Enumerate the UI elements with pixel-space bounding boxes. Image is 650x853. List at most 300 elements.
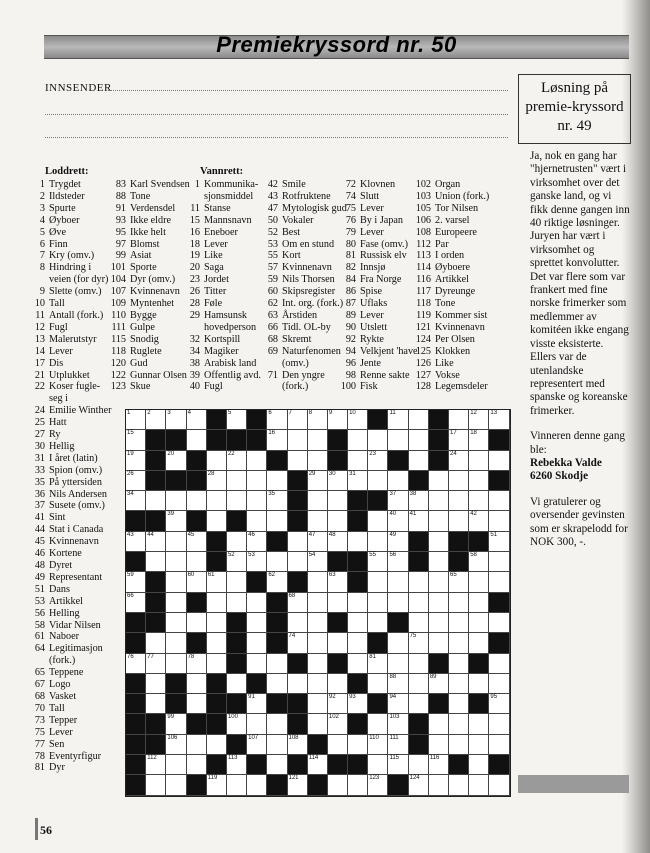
grid-cell[interactable]	[348, 532, 368, 552]
clue-text: Tall	[49, 298, 65, 310]
clue-text: Vokse	[435, 369, 460, 381]
grid-cell[interactable]	[207, 572, 227, 592]
grid-cell[interactable]	[409, 511, 429, 531]
grid-cell[interactable]	[126, 572, 146, 592]
grid-cell[interactable]	[247, 593, 267, 613]
grid-cell[interactable]	[489, 410, 509, 430]
grid-cell[interactable]	[288, 430, 308, 450]
grid-cell[interactable]	[166, 633, 186, 653]
grid-cell[interactable]	[146, 755, 166, 775]
grid-cell[interactable]	[409, 633, 429, 653]
grid-cell[interactable]	[469, 633, 489, 653]
grid-cell[interactable]	[449, 674, 469, 694]
grid-cell[interactable]	[348, 775, 368, 795]
grid-cell[interactable]	[126, 491, 146, 511]
grid-cell[interactable]	[328, 532, 348, 552]
grid-cell[interactable]	[489, 613, 509, 633]
grid-cell[interactable]	[449, 451, 469, 471]
clue-text: Tone	[435, 298, 456, 310]
grid-cell[interactable]	[308, 572, 328, 592]
cell-number: 66	[127, 592, 134, 599]
grid-cell[interactable]	[227, 471, 247, 491]
grid-cell[interactable]	[308, 552, 328, 572]
cell-number: 15	[127, 430, 134, 437]
grid-cell[interactable]	[449, 613, 469, 633]
grid-cell[interactable]	[429, 491, 449, 511]
grid-cell[interactable]	[308, 593, 328, 613]
grid-cell[interactable]	[166, 410, 186, 430]
grid-cell[interactable]	[308, 714, 328, 734]
grid-cell[interactable]	[469, 613, 489, 633]
grid-cell[interactable]	[429, 714, 449, 734]
grid-cell[interactable]	[368, 471, 388, 491]
grid-cell[interactable]	[267, 755, 287, 775]
grid-cell[interactable]	[207, 633, 227, 653]
cell-number: 91	[248, 694, 255, 701]
grid-cell[interactable]	[308, 471, 328, 491]
grid-cell[interactable]	[328, 491, 348, 511]
grid-cell[interactable]	[166, 451, 186, 471]
grid-cell[interactable]	[469, 593, 489, 613]
grid-cell[interactable]	[449, 694, 469, 714]
grid-cell[interactable]	[187, 491, 207, 511]
grid-cell[interactable]	[368, 755, 388, 775]
grid-cell[interactable]	[348, 654, 368, 674]
grid-cell[interactable]	[146, 694, 166, 714]
grid-cell[interactable]	[348, 471, 368, 491]
grid-cell[interactable]	[429, 552, 449, 572]
grid-cell[interactable]	[166, 755, 186, 775]
grid-cell[interactable]	[469, 511, 489, 531]
grid-cell[interactable]	[489, 491, 509, 511]
grid-cell[interactable]	[187, 674, 207, 694]
grid-cell[interactable]	[247, 633, 267, 653]
grid-cell[interactable]	[267, 654, 287, 674]
crossword-grid[interactable]	[125, 409, 511, 797]
cell-number: 116	[429, 755, 440, 762]
clue-number: 86	[345, 286, 356, 298]
grid-cell[interactable]	[368, 572, 388, 592]
clue-number: 37	[34, 500, 45, 512]
grid-cell[interactable]	[449, 491, 469, 511]
grid-cell[interactable]	[227, 593, 247, 613]
grid-cell[interactable]	[207, 511, 227, 531]
grid-cell[interactable]	[489, 694, 509, 714]
grid-cell[interactable]	[388, 410, 408, 430]
grid-cell[interactable]	[388, 491, 408, 511]
grid-cell[interactable]	[409, 593, 429, 613]
grid-cell[interactable]	[489, 735, 509, 755]
grid-cell[interactable]	[308, 451, 328, 471]
grid-cell[interactable]	[187, 755, 207, 775]
clue-text: Skipsregister	[282, 286, 336, 298]
grid-cell[interactable]	[126, 593, 146, 613]
grid-cell[interactable]	[368, 430, 388, 450]
grid-cell[interactable]	[449, 471, 469, 491]
grid-block	[247, 572, 267, 592]
clue-text: Tone	[130, 190, 151, 202]
clue-item	[413, 358, 489, 370]
grid-cell[interactable]	[247, 735, 267, 755]
grid-cell[interactable]	[449, 593, 469, 613]
grid-cell[interactable]	[388, 511, 408, 531]
grid-cell[interactable]	[429, 471, 449, 491]
grid-cell[interactable]	[247, 714, 267, 734]
grid-cell[interactable]	[328, 694, 348, 714]
solution-title: Løsning på premie-kryssord nr. 49	[525, 80, 624, 134]
grid-cell[interactable]	[166, 511, 186, 531]
grid-cell[interactable]	[368, 775, 388, 795]
grid-cell[interactable]	[429, 593, 449, 613]
grid-cell[interactable]	[146, 552, 166, 572]
grid-cell[interactable]	[288, 613, 308, 633]
grid-cell[interactable]	[187, 572, 207, 592]
grid-cell[interactable]	[469, 491, 489, 511]
clue-number: 44	[34, 524, 45, 536]
grid-cell[interactable]	[267, 430, 287, 450]
grid-cell[interactable]	[146, 654, 166, 674]
grid-cell[interactable]	[328, 511, 348, 531]
grid-cell[interactable]	[449, 714, 469, 734]
grid-cell[interactable]	[267, 410, 287, 430]
grid-cell[interactable]	[227, 451, 247, 471]
cell-number: 56	[389, 552, 397, 559]
grid-cell[interactable]	[489, 572, 509, 592]
grid-cell[interactable]	[166, 572, 186, 592]
grid-cell[interactable]	[247, 532, 267, 552]
grid-block	[288, 471, 308, 491]
grid-cell[interactable]	[429, 735, 449, 755]
grid-cell[interactable]	[368, 511, 388, 531]
grid-cell[interactable]	[308, 755, 328, 775]
grid-cell[interactable]	[328, 633, 348, 653]
grid-cell[interactable]	[247, 511, 267, 531]
grid-cell[interactable]	[308, 633, 328, 653]
grid-cell[interactable]	[308, 532, 328, 552]
grid-cell[interactable]	[469, 714, 489, 734]
grid-cell[interactable]	[328, 714, 348, 734]
grid-cell[interactable]	[388, 714, 408, 734]
grid-cell[interactable]	[429, 674, 449, 694]
grid-cell[interactable]	[328, 593, 348, 613]
grid-cell[interactable]	[146, 532, 166, 552]
clue-text: Legemsdeler	[435, 381, 488, 393]
grid-cell[interactable]	[368, 613, 388, 633]
innsender-line-2[interactable]	[45, 114, 508, 115]
clue-number: 126	[415, 357, 431, 369]
grid-cell[interactable]	[368, 714, 388, 734]
grid-cell[interactable]	[126, 410, 146, 430]
grid-cell[interactable]	[449, 735, 469, 755]
grid-cell[interactable]	[207, 654, 227, 674]
grid-cell[interactable]	[409, 572, 429, 592]
grid-cell[interactable]	[449, 633, 469, 653]
grid-cell[interactable]	[388, 755, 408, 775]
grid-cell[interactable]	[166, 775, 186, 795]
grid-cell[interactable]	[469, 755, 489, 775]
grid-cell[interactable]	[469, 735, 489, 755]
grid-cell[interactable]	[429, 755, 449, 775]
grid-cell[interactable]	[348, 633, 368, 653]
grid-cell[interactable]	[227, 572, 247, 592]
grid-cell[interactable]	[409, 430, 429, 450]
grid-cell[interactable]	[469, 451, 489, 471]
grid-cell[interactable]	[227, 410, 247, 430]
grid-cell[interactable]	[187, 430, 207, 450]
grid-cell[interactable]	[368, 532, 388, 552]
grid-cell[interactable]	[166, 735, 186, 755]
grid-cell[interactable]	[368, 654, 388, 674]
grid-cell[interactable]	[267, 491, 287, 511]
grid-cell[interactable]	[469, 775, 489, 795]
grid-cell[interactable]	[409, 613, 429, 633]
grid-cell[interactable]	[247, 471, 267, 491]
grid-cell[interactable]	[328, 674, 348, 694]
grid-cell[interactable]	[288, 451, 308, 471]
grid-cell[interactable]	[227, 714, 247, 734]
clue-item	[27, 417, 112, 429]
grid-cell[interactable]	[247, 694, 267, 714]
grid-cell[interactable]	[126, 654, 146, 674]
grid-cell[interactable]	[489, 532, 509, 552]
grid-cell[interactable]	[166, 532, 186, 552]
grid-cell[interactable]	[308, 430, 328, 450]
grid-cell[interactable]	[409, 491, 429, 511]
grid-cell[interactable]	[227, 775, 247, 795]
grid-cell[interactable]	[227, 532, 247, 552]
grid-cell[interactable]	[469, 674, 489, 694]
clue-item	[413, 203, 489, 215]
grid-cell[interactable]	[288, 674, 308, 694]
grid-cell[interactable]	[348, 613, 368, 633]
grid-cell[interactable]	[429, 572, 449, 592]
grid-cell[interactable]	[489, 674, 509, 694]
grid-cell[interactable]	[449, 572, 469, 592]
clue-item	[27, 524, 112, 536]
grid-cell[interactable]	[429, 775, 449, 795]
grid-cell[interactable]	[449, 430, 469, 450]
grid-block	[146, 572, 166, 592]
grid-cell[interactable]	[449, 511, 469, 531]
innsender-line-1[interactable]	[108, 90, 508, 91]
grid-cell[interactable]	[469, 552, 489, 572]
grid-cell[interactable]	[227, 552, 247, 572]
grid-cell[interactable]	[388, 471, 408, 491]
grid-cell[interactable]	[166, 593, 186, 613]
grid-cell[interactable]	[368, 674, 388, 694]
grid-cell[interactable]	[388, 735, 408, 755]
grid-cell[interactable]	[429, 532, 449, 552]
grid-cell[interactable]	[489, 552, 509, 572]
grid-cell[interactable]	[308, 654, 328, 674]
clue-item	[338, 370, 419, 382]
grid-cell[interactable]	[368, 593, 388, 613]
grid-cell[interactable]	[328, 735, 348, 755]
cell-number: 68	[288, 592, 296, 599]
grid-cell[interactable]	[449, 410, 469, 430]
grid-cell[interactable]	[368, 735, 388, 755]
grid-cell[interactable]	[489, 451, 509, 471]
grid-cell[interactable]	[388, 654, 408, 674]
grid-cell[interactable]	[328, 775, 348, 795]
grid-cell[interactable]	[288, 775, 308, 795]
grid-cell[interactable]	[429, 633, 449, 653]
grid-cell[interactable]	[247, 552, 267, 572]
grid-cell[interactable]	[308, 410, 328, 430]
clue-text: Sen	[49, 738, 65, 750]
grid-cell[interactable]	[166, 613, 186, 633]
grid-cell[interactable]	[469, 430, 489, 450]
grid-cell[interactable]	[308, 491, 328, 511]
grid-cell[interactable]	[288, 735, 308, 755]
grid-cell[interactable]	[308, 694, 328, 714]
grid-cell[interactable]	[409, 410, 429, 430]
grid-cell[interactable]	[388, 552, 408, 572]
grid-cell[interactable]	[187, 552, 207, 572]
grid-cell[interactable]	[368, 552, 388, 572]
grid-cell[interactable]	[267, 572, 287, 592]
grid-cell[interactable]	[247, 654, 267, 674]
grid-cell[interactable]	[247, 491, 267, 511]
grid-cell[interactable]	[388, 633, 408, 653]
grid-cell[interactable]	[187, 694, 207, 714]
grid-cell[interactable]	[409, 654, 429, 674]
clue-number: 32	[189, 333, 200, 345]
grid-cell[interactable]	[489, 714, 509, 734]
clue-number: 124	[415, 333, 431, 345]
innsender-line-3[interactable]	[45, 137, 508, 138]
grid-cell[interactable]	[489, 511, 509, 531]
grid-cell[interactable]	[308, 674, 328, 694]
grid-cell[interactable]	[187, 735, 207, 755]
grid-cell[interactable]	[187, 654, 207, 674]
grid-cell[interactable]	[449, 654, 469, 674]
grid-cell[interactable]	[166, 552, 186, 572]
grid-cell[interactable]	[368, 451, 388, 471]
grid-cell[interactable]	[489, 775, 509, 795]
grid-cell[interactable]	[348, 694, 368, 714]
grid-cell[interactable]	[388, 694, 408, 714]
grid-cell[interactable]	[187, 410, 207, 430]
cell-number: 39	[167, 511, 175, 518]
grid-cell[interactable]	[288, 633, 308, 653]
grid-cell[interactable]	[166, 654, 186, 674]
grid-cell[interactable]	[187, 613, 207, 633]
grid-cell[interactable]	[348, 410, 368, 430]
clue-text: Hatt	[49, 417, 67, 429]
grid-cell[interactable]	[166, 491, 186, 511]
cell-number: 7	[288, 410, 292, 416]
grid-cell[interactable]	[207, 775, 227, 795]
grid-cell[interactable]	[267, 735, 287, 755]
grid-cell[interactable]	[409, 694, 429, 714]
grid-cell[interactable]	[207, 613, 227, 633]
grid-cell[interactable]	[328, 572, 348, 592]
grid-cell[interactable]	[207, 451, 227, 471]
grid-cell[interactable]	[348, 593, 368, 613]
grid-cell[interactable]	[146, 674, 166, 694]
grid-cell[interactable]	[207, 471, 227, 491]
grid-block	[267, 775, 287, 795]
grid-cell[interactable]	[409, 674, 429, 694]
grid-block	[187, 593, 207, 613]
grid-cell[interactable]	[207, 593, 227, 613]
grid-cell[interactable]	[126, 471, 146, 491]
grid-cell[interactable]	[126, 451, 146, 471]
grid-cell[interactable]	[288, 552, 308, 572]
grid-cell[interactable]	[388, 430, 408, 450]
grid-cell[interactable]	[166, 714, 186, 734]
grid-cell[interactable]	[227, 491, 247, 511]
grid-cell[interactable]	[288, 532, 308, 552]
grid-cell[interactable]	[388, 674, 408, 694]
clue-item	[27, 298, 112, 310]
grid-cell[interactable]	[429, 613, 449, 633]
grid-cell[interactable]	[388, 572, 408, 592]
grid-cell[interactable]	[469, 471, 489, 491]
grid-cell[interactable]	[348, 735, 368, 755]
grid-cell[interactable]	[409, 775, 429, 795]
grid-cell[interactable]	[308, 613, 328, 633]
grid-cell[interactable]	[146, 491, 166, 511]
cell-number: 78	[187, 653, 195, 660]
grid-cell[interactable]	[126, 532, 146, 552]
cell-number: 38	[409, 491, 417, 498]
grid-cell[interactable]	[146, 775, 166, 795]
grid-cell[interactable]	[348, 430, 368, 450]
grid-cell[interactable]	[288, 593, 308, 613]
grid-cell[interactable]	[207, 735, 227, 755]
grid-cell[interactable]	[449, 775, 469, 795]
grid-cell[interactable]	[328, 471, 348, 491]
grid-cell[interactable]	[429, 511, 449, 531]
grid-cell[interactable]	[409, 451, 429, 471]
grid-cell[interactable]	[146, 410, 166, 430]
grid-cell[interactable]	[328, 410, 348, 430]
clue-number: 43	[267, 190, 278, 202]
grid-cell[interactable]	[267, 714, 287, 734]
grid-cell[interactable]	[348, 451, 368, 471]
grid-cell[interactable]	[489, 654, 509, 674]
grid-cell[interactable]	[207, 491, 227, 511]
clue-item	[27, 358, 112, 370]
grid-cell[interactable]	[126, 430, 146, 450]
grid-cell[interactable]	[187, 532, 207, 552]
grid-cell[interactable]	[409, 755, 429, 775]
grid-cell[interactable]	[247, 451, 267, 471]
grid-cell[interactable]	[267, 674, 287, 694]
grid-cell[interactable]	[247, 613, 267, 633]
grid-cell[interactable]	[308, 511, 328, 531]
grid-cell[interactable]	[227, 674, 247, 694]
grid-cell[interactable]	[267, 552, 287, 572]
clue-text: (fork.)	[49, 655, 76, 667]
grid-cell[interactable]	[469, 572, 489, 592]
clue-number: 3	[39, 202, 45, 214]
grid-cell[interactable]	[267, 471, 287, 491]
grid-cell[interactable]	[388, 593, 408, 613]
grid-cell[interactable]	[288, 410, 308, 430]
grid-cell[interactable]	[267, 511, 287, 531]
grid-cell[interactable]	[247, 775, 267, 795]
grid-block	[207, 532, 227, 552]
grid-cell[interactable]	[146, 633, 166, 653]
grid-cell[interactable]	[388, 532, 408, 552]
grid-cell[interactable]	[469, 410, 489, 430]
grid-cell[interactable]	[227, 755, 247, 775]
clue-text: Skue	[130, 381, 151, 393]
grid-block	[187, 714, 207, 734]
